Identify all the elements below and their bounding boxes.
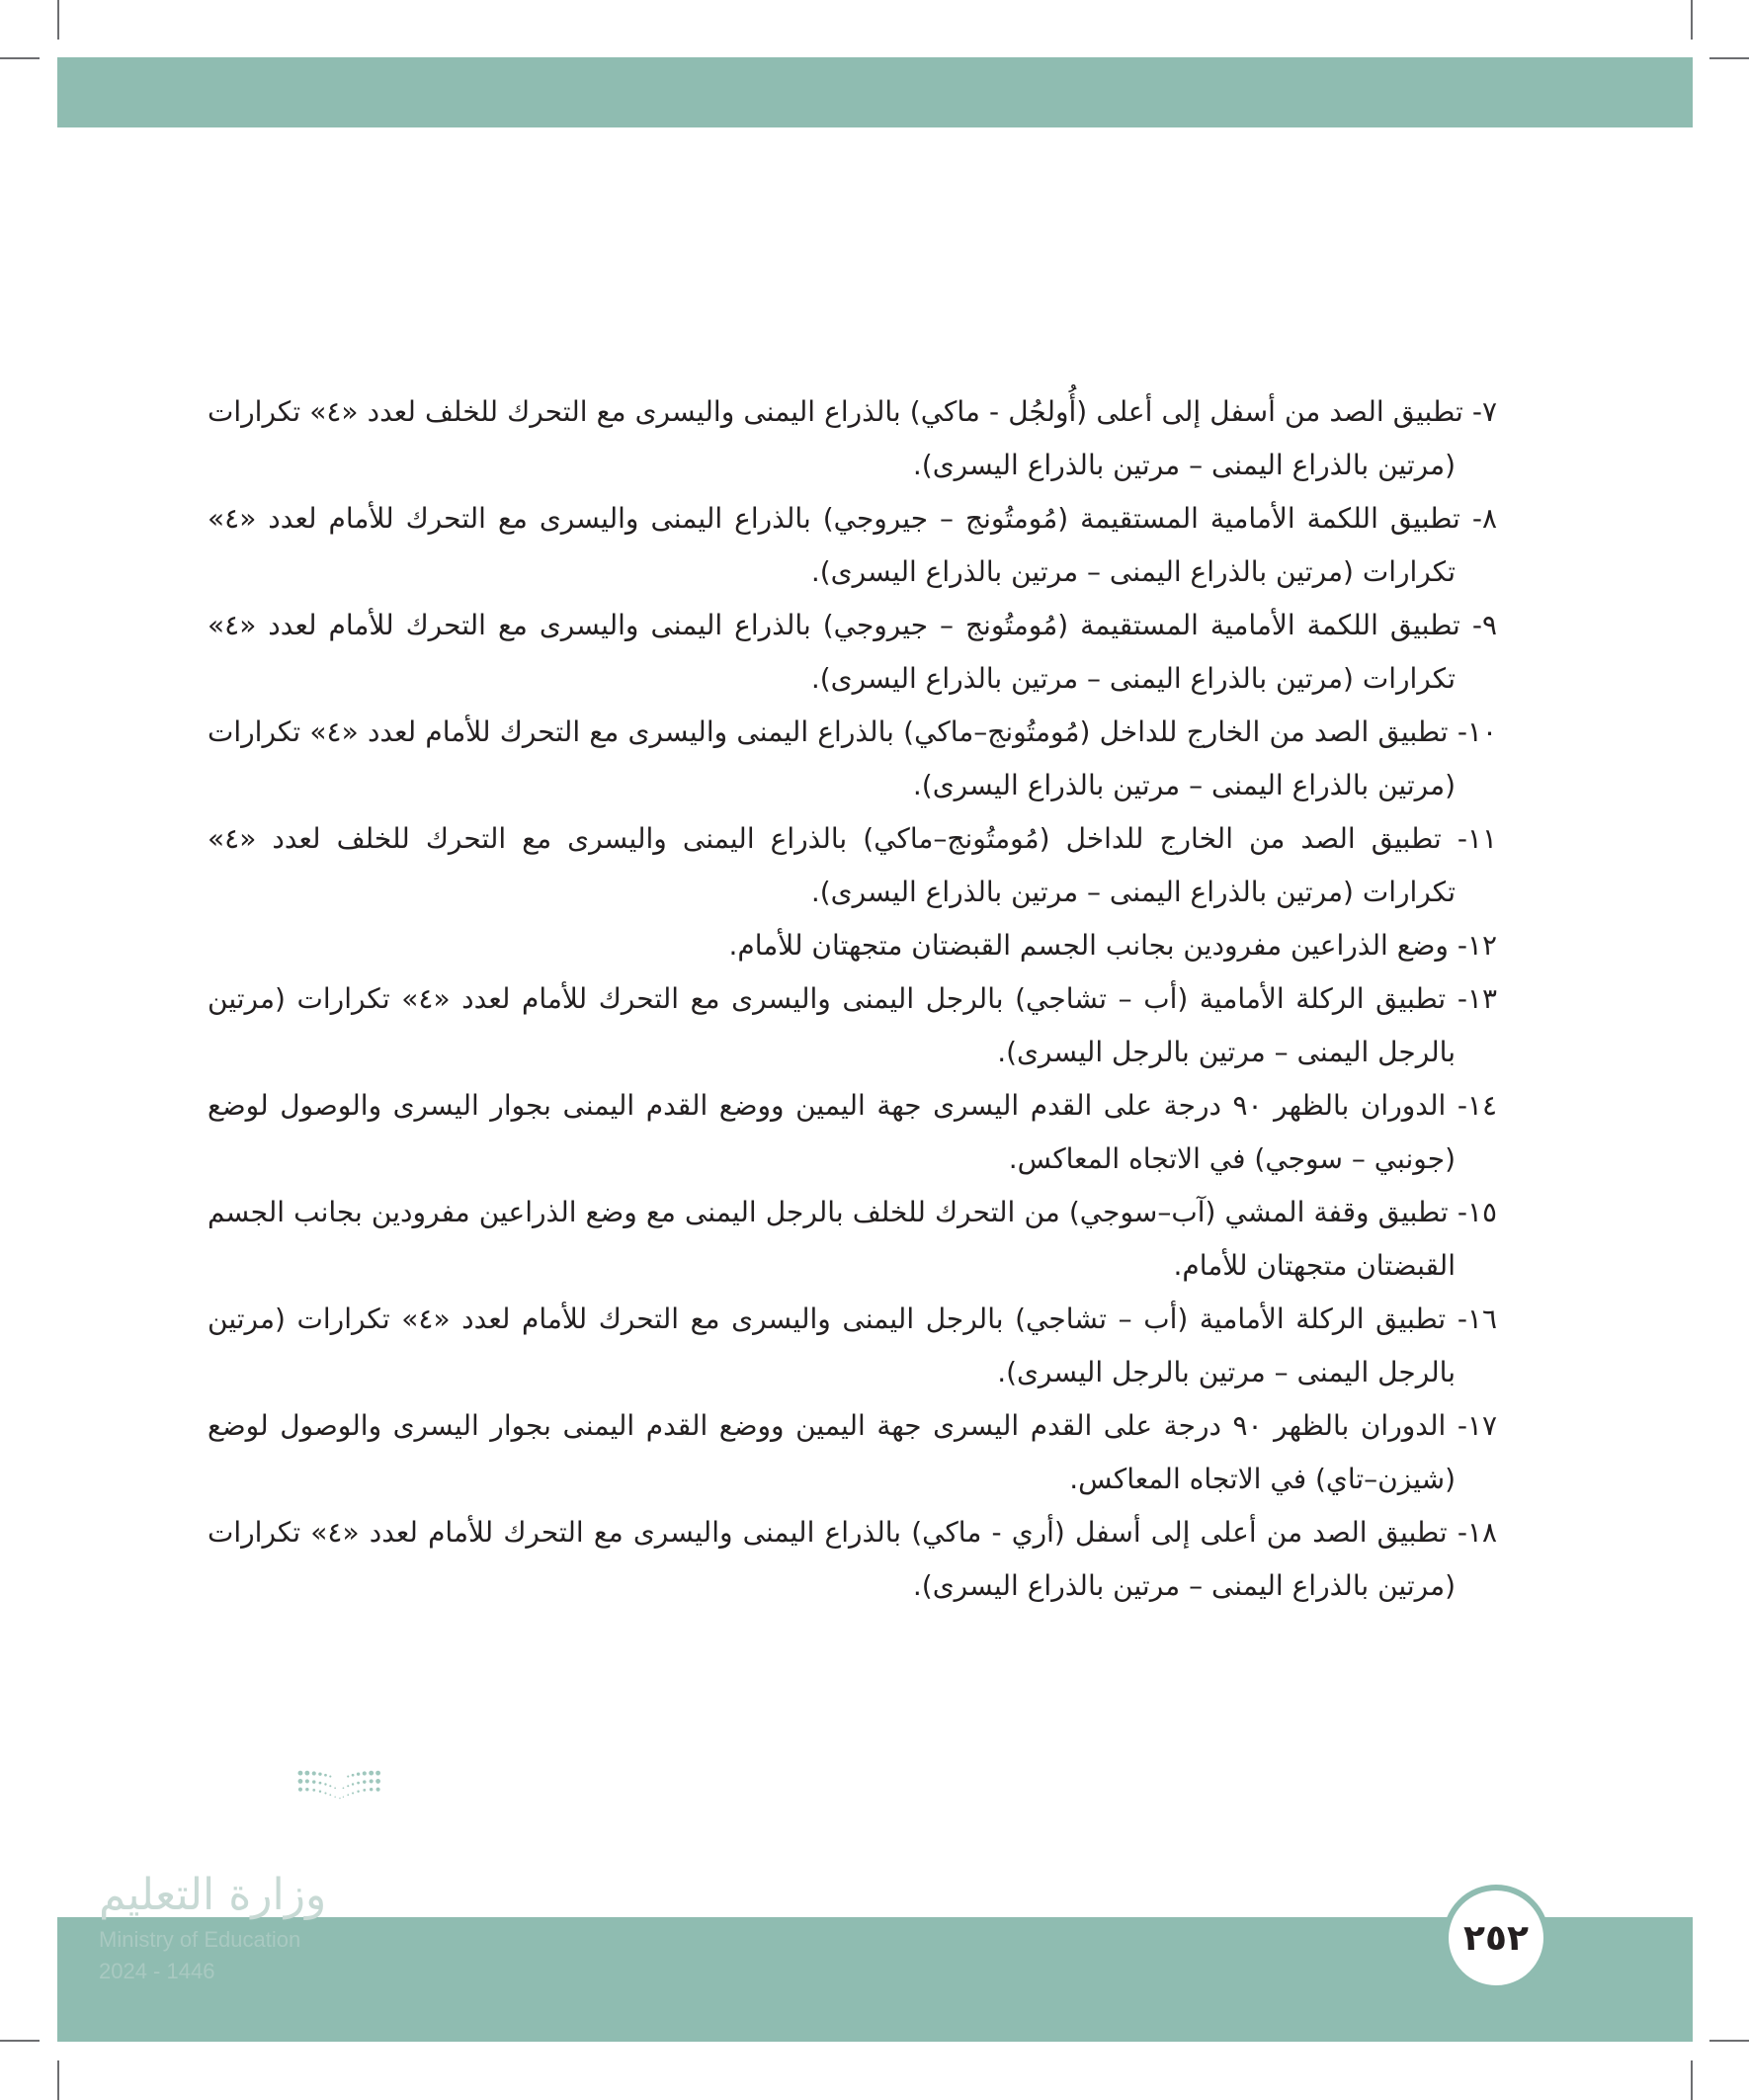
- page-number: ٢٥٢: [1443, 1885, 1549, 1991]
- item-number: ٩-: [1471, 609, 1498, 641]
- list-item: [208, 972, 1497, 1079]
- item-text: تطبيق الصد من أسفل إلى أعلى (أُولجُل - ماكي) بالذراع اليمنى واليسرى مع التحرك للخلف لعدد «٤» تكرارات (مرتين بالذراع اليمنى – مرتين بالذراع اليسرى).: [208, 395, 1463, 481]
- item-text: تطبيق الصد من الخارج للداخل (مُومتُونج–ماكي) بالذراع اليمنى واليسرى مع التحرك للخلف لعدد «٤» تكرارات (مرتين بالذراع اليمنى – مرتين بالذراع اليسرى).: [208, 822, 1456, 908]
- item-number: ١٠-: [1457, 715, 1497, 748]
- crop-mark: [1709, 2040, 1749, 2042]
- list-item: [208, 1079, 1497, 1186]
- list-item: [208, 919, 1497, 972]
- ministry-logo-icon: [212, 1769, 469, 1868]
- item-number: ١٤-: [1457, 1089, 1497, 1122]
- edition-year: 2024 - 1446: [99, 1959, 215, 1983]
- item-text: تطبيق اللكمة الأمامية المستقيمة (مُومتُونج – جيروجي) بالذراع اليمنى واليسرى مع التحرك للأمام لعدد «٤» تكرارات (مرتين بالذراع اليمنى – مرتين بالذراع اليسرى).: [208, 502, 1460, 588]
- item-text: تطبيق الصد من أعلى إلى أسفل (أري - ماكي) بالذراع اليمنى واليسرى مع التحرك للأمام لعدد «٤» تكرارات (مرتين بالذراع اليمنى – مرتين بالذراع اليسرى).: [208, 1516, 1456, 1602]
- list-item: [208, 1399, 1497, 1506]
- item-number: ١١-: [1457, 822, 1497, 855]
- item-text: الدوران بالظهر ٩٠ درجة على القدم اليسرى جهة اليمين ووضع القدم اليمنى بجوار اليسرى والوصول لوضع (جونبي – سوجي) في الاتجاه المعاكس.: [208, 1089, 1456, 1175]
- list-item: [208, 812, 1497, 919]
- item-number: ٧-: [1471, 395, 1497, 428]
- ministry-name-arabic: وزارة التعليم: [99, 1870, 327, 1920]
- list-item: [208, 492, 1497, 599]
- item-text: تطبيق اللكمة الأمامية المستقيمة (مُومتُونج – جيروجي) بالذراع اليمنى واليسرى مع التحرك للأمام لعدد «٤» تكرارات (مرتين بالذراع اليمنى – مرتين بالذراع اليسرى).: [208, 609, 1460, 695]
- item-number: ١٧-: [1457, 1409, 1497, 1442]
- crop-mark: [57, 2060, 59, 2100]
- crop-mark: [0, 57, 40, 59]
- item-text: تطبيق الركلة الأمامية (أب – تشاجي) بالرجل اليمنى واليسرى مع التحرك للأمام لعدد «٤» تكرارات (مرتين بالرجل اليمنى – مرتين بالرجل اليسرى).: [208, 982, 1456, 1068]
- item-text: تطبيق وقفة المشي (آب–سوجي) من التحرك للخلف بالرجل اليمنى مع وضع الذراعين مفرودين بجانب الجسم القبضتان متجهتان للأمام.: [208, 1196, 1456, 1282]
- list-item: [208, 599, 1497, 706]
- list-item: [208, 1506, 1497, 1613]
- item-text: وضع الذراعين مفرودين بجانب الجسم القبضتان متجهتان للأمام.: [728, 929, 1449, 962]
- item-number: ١٦-: [1457, 1302, 1497, 1335]
- crop-mark: [0, 2040, 40, 2042]
- item-number: ١٢-: [1457, 929, 1497, 962]
- crop-mark: [1691, 2060, 1693, 2100]
- crop-mark: [1691, 0, 1693, 40]
- list-item: [208, 385, 1497, 492]
- item-text: تطبيق الركلة الأمامية (أب – تشاجي) بالرجل اليمنى واليسرى مع التحرك للأمام لعدد «٤» تكرارات (مرتين بالرجل اليمنى – مرتين بالرجل اليسرى).: [208, 1302, 1456, 1388]
- item-number: ١٨-: [1457, 1516, 1497, 1549]
- header-band: [57, 57, 1693, 127]
- crop-mark: [1709, 57, 1749, 59]
- item-number: ٨-: [1471, 502, 1498, 535]
- exercise-list: [208, 385, 1497, 1613]
- list-item: [208, 1293, 1497, 1399]
- list-item: [208, 706, 1497, 812]
- item-number: ١٣-: [1457, 982, 1497, 1015]
- crop-mark: [57, 0, 59, 40]
- list-item: [208, 1186, 1497, 1293]
- item-text: الدوران بالظهر ٩٠ درجة على القدم اليسرى جهة اليمين ووضع القدم اليمنى بجوار اليسرى والوصول لوضع (شيزن–تاي) في الاتجاه المعاكس.: [208, 1409, 1456, 1495]
- item-number: ١٥-: [1457, 1196, 1498, 1228]
- ministry-name-english: Ministry of Education: [99, 1927, 301, 1952]
- item-text: تطبيق الصد من الخارج للداخل (مُومتُونج–ماكي) بالذراع اليمنى واليسرى مع التحرك للأمام لعدد «٤» تكرارات (مرتين بالذراع اليمنى – مرتين بالذراع اليسرى).: [208, 715, 1456, 801]
